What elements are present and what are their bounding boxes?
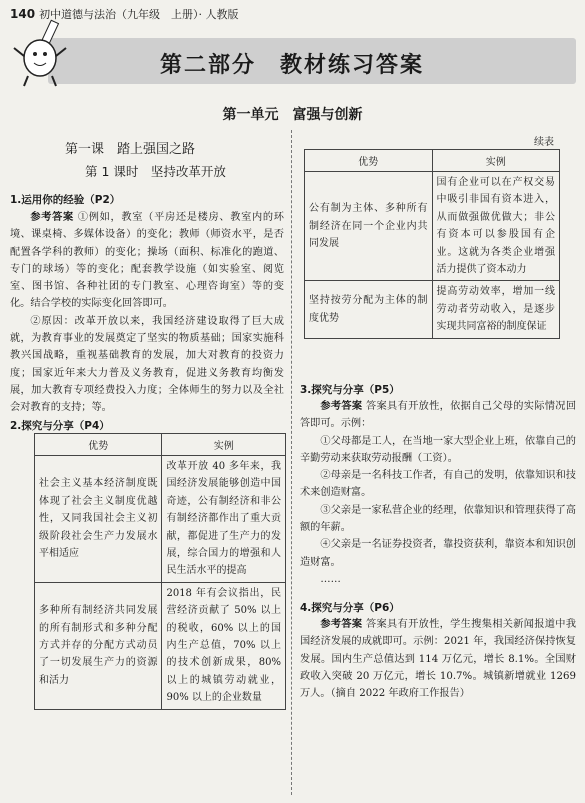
q4-para-1: 答案具有开放性，学生搜集相关新闻报道中我国经济发展的成就即可。示例：2021 年，我国经济保持恢复发展。国内生产总值达到 114 万亿元，增长 8.1%。全国财政收入突破 20 万亿元，增长 10.7%。城镇新增就业 1269 万人。（摘自 2022 年政府工作报告） [300,619,577,700]
continued-table [304,149,560,339]
answer-label: 参考答案 [320,401,363,412]
banner-title: 第二部分 教材练习答案 [160,53,425,78]
table-header: 实例 [432,150,560,172]
q1-answer [10,209,284,417]
table-row [35,582,286,709]
unit-title: 第一单元 富强与创新 [222,107,363,123]
q1-title: 1.运用你的经验（P2） [10,194,121,206]
q4-answer [300,616,576,702]
period-title: 第 1 课时 坚持改革开放 [85,164,226,179]
q1-para-1: ①例如，教室（平房还是楼房、教室内的环境、课桌椅、多媒体设备）的变化；教师（师资水平，是否配置各学科的教师）的变化；操场（面积、标准化的跑道、专门的球场）等的变化；配套教学设施（如实验室、阅览室、图书馆、各种社团的专门教室、心理咨询室）等的变化。结合学校的实际变化回答即可。 [10,212,284,310]
continued-label: 续表 [534,137,554,148]
q2-table [34,433,286,710]
table-cell: 社会主义基本经济制度既体现了社会主义制度优越性，又同我国社会主义初级阶段社会生产力发展水平相适应 [35,456,162,583]
q3-answer [300,398,576,588]
q1-para-2: ②原因：改革开放以来，我国经济建设取得了巨大成就，为教育事业的发展奠定了坚实的物质基础；国家实施科教兴国战略，重视基础教育的发展，加大对教育的投资力度；国家近年来大力普及义务教育，促进义务教育均衡发展，加大教育专项经费投入力度；全体师生的努力以及全社会对教育的支持；等。 [10,315,284,414]
page-number: 140 [10,7,36,21]
table-cell: 公有制为主体、多种所有制经济在同一个企业内共同发展 [305,172,433,281]
q3-item: ④父亲是一名证券投资者，靠投资获利，靠资本和知识创造财富。 [300,539,576,568]
table-cell: 国有企业可以在产权交易中吸引非国有资本进入，从而做强做优做大；非公有资本可以参股国有企业。这就为各类企业增强活力提供了资本动力 [432,172,560,281]
book-title: 初中道德与法治（九年级 上册）· 人教版 [39,8,239,21]
q3-title: 3.探究与分享（P5） [300,384,400,396]
answer-label: 参考答案 [30,212,74,223]
q4-title: 4.探究与分享（P6） [300,602,400,614]
table-cell: 多种所有制经济共同发展的所有制形式和多种分配方式并存的分配方式动员了一切发展生产力的资源和活力 [35,582,162,709]
table-cell: 提高劳动效率，增加一线劳动者劳动收入，是逐步实现共同富裕的制度保证 [432,281,560,338]
answer-label: 参考答案 [320,619,363,630]
table-header: 实例 [162,434,286,456]
table-header-row [35,434,286,456]
table-cell: 坚持按劳分配为主体的制度优势 [305,281,433,338]
table-header-row [305,150,560,172]
table-row [305,281,560,338]
table-header: 优势 [35,434,162,456]
q2-title: 2.探究与分享（P4） [10,420,110,432]
table-header: 优势 [305,150,433,172]
ellipsis: …… [320,573,341,585]
table-cell: 2018 年有会议指出，民营经济贡献了 50% 以上的税收，60% 以上的国内生产总值，70% 以上的技术创新成果，80% 以上的城镇劳动就业，90% 以上的企业数量 [162,582,286,709]
q3-item: ③父亲是一家私营企业的经理，依靠知识和管理获得了高额的年薪。 [300,504,576,534]
column-divider [291,130,292,795]
table-row [305,172,560,281]
q3-item: ②母亲是一名科技工作者，有自己的发明，依靠知识和技术来创造财富。 [300,470,576,499]
q3-para-1: 答案具有开放性，依据自己父母的实际情况回答即可。示例： [300,401,577,430]
q3-item: ①父母都是工人，在当地一家大型企业上班，依靠自己的辛勤劳动来获取劳动报酬（工资）。 [300,435,576,464]
pencil-mascot-icon [12,18,72,88]
table-cell: 改革开放 40 多年来，我国经济发展能够创造中国奇迹，公有制经济和非公有制经济都作出了重大贡献，都促进了生产力的发展，综合国力的增强和人民生活水平的提高 [162,456,286,583]
lesson-title: 第一课 踏上强国之路 [65,142,196,157]
table-row [35,456,286,583]
